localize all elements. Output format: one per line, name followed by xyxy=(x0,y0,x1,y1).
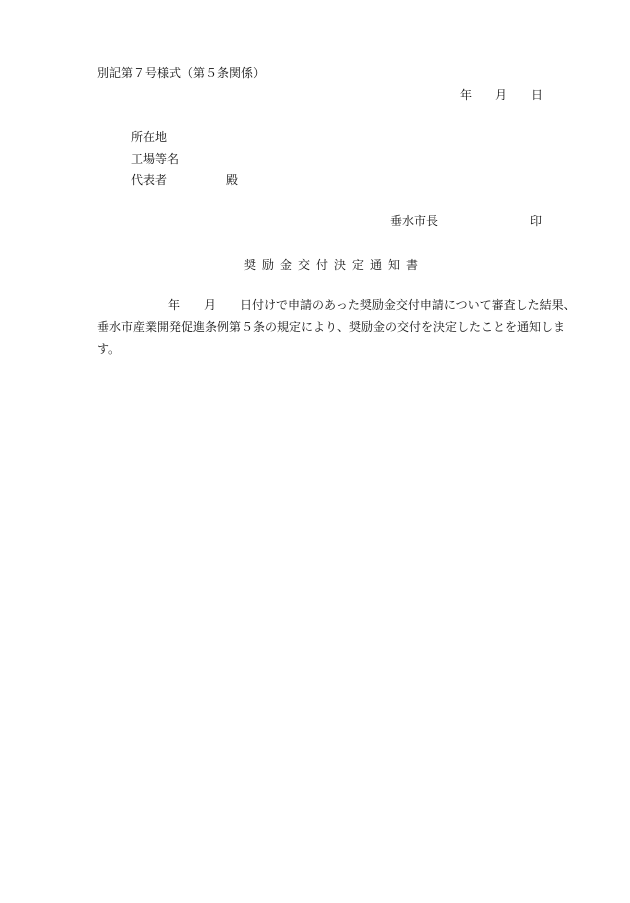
body-line-2: 垂水市産業開発促進条例第５条の規定により、奨励金の交付を決定したことを通知しま xyxy=(97,320,566,334)
body-year-label: 年 xyxy=(168,298,181,312)
body-line-3: す。 xyxy=(97,342,121,356)
date-month-label: 月 xyxy=(495,88,508,102)
addressee-location-label: 所在地 xyxy=(131,130,168,144)
addressee-representative-label: 代表者 xyxy=(131,173,168,187)
date-year-label: 年 xyxy=(460,88,473,102)
form-number-label: 別記第７号様式（第５条関係） xyxy=(97,66,266,80)
body-line-1-text: 日付けで申請のあった奨励金交付申請について審査した結果、 xyxy=(240,298,576,312)
body-month-label: 月 xyxy=(204,298,217,312)
body-line-1 xyxy=(168,298,576,312)
issuer-seal-mark: 印 xyxy=(530,214,543,228)
addressee-honorific: 殿 xyxy=(226,173,239,187)
date-day-label: 日 xyxy=(531,88,544,102)
addressee-factory-label: 工場等名 xyxy=(131,152,180,166)
document-title: 奨励金交付決定通知書 xyxy=(244,258,425,272)
issuer-title: 垂水市長 xyxy=(390,214,439,228)
